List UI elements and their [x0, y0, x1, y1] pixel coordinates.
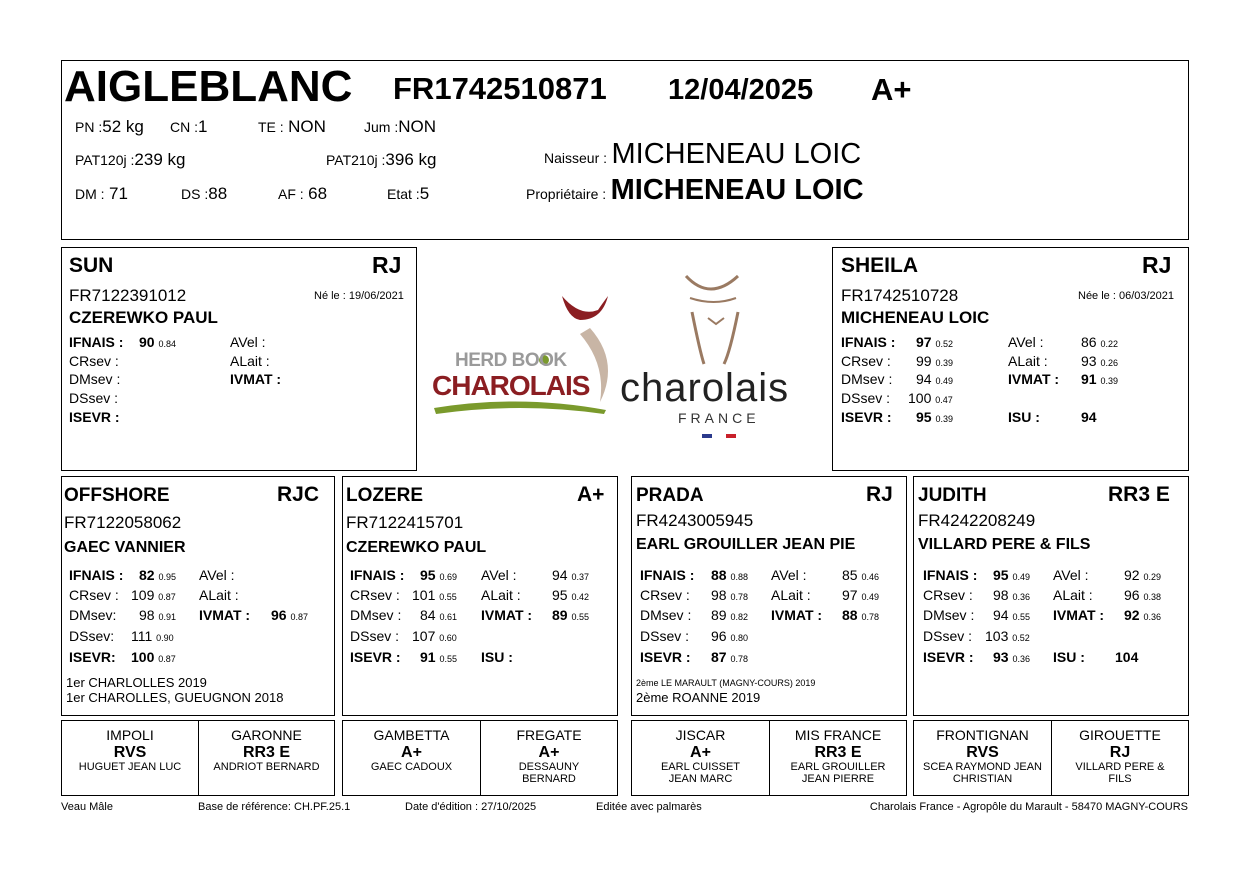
- gp-alait-value: 97 0.49: [842, 587, 879, 603]
- dam-ifnais: IFNAIS :: [841, 334, 896, 350]
- footer-sex: Veau Mâle: [61, 801, 113, 813]
- gp-palmares-2: 2ème ROANNE 2019: [636, 690, 761, 705]
- ggp-name: GARONNE: [231, 727, 302, 743]
- dam-alait: ALait :: [1008, 353, 1048, 369]
- dam-crsev-value: 99 0.39: [916, 353, 953, 369]
- ds-field: DS :88: [181, 184, 228, 203]
- gp-grade: RJC: [277, 483, 320, 506]
- gp-dmsev: DMsev:: [69, 607, 117, 623]
- dam-owner: MICHENEAU LOIC: [841, 308, 990, 327]
- animal-date: 12/04/2025: [668, 74, 814, 106]
- gp-dssev-value: 111 0.90: [131, 628, 174, 644]
- dam-alait-value: 93 0.26: [1081, 353, 1118, 369]
- dm-field: DM : 71: [75, 184, 128, 203]
- ggp-grade: RR3 E: [242, 744, 291, 761]
- ggp-grade: RJ: [1109, 744, 1131, 761]
- gp-isevr-value: 87 0.78: [711, 649, 748, 665]
- ggp-name: GIROUETTE: [1079, 727, 1161, 743]
- gp-name: PRADA: [636, 485, 704, 506]
- dam-ifnais-value: 97 0.52: [916, 334, 953, 350]
- gp-crsev-value: 98 0.78: [711, 587, 748, 603]
- dam-isevr-value: 95 0.39: [916, 409, 953, 425]
- gp-crsev: CRsev :: [923, 587, 973, 603]
- gp-avel: AVel :: [1053, 567, 1089, 583]
- footer-base: Base de référence: CH.PF.25.1: [198, 801, 351, 813]
- sire-crsev: CRsev :: [69, 353, 119, 369]
- sire-ivmat: IVMAT :: [230, 371, 282, 387]
- gp-avel: AVel :: [481, 567, 517, 583]
- dam-dssev: DSsev :: [841, 390, 891, 406]
- gp-isevr-value: 93 0.36: [993, 649, 1030, 665]
- gp-id: FR4242208249: [918, 511, 1036, 530]
- gp-ifnais: IFNAIS :: [640, 567, 695, 583]
- dam-isu: ISU :: [1008, 409, 1040, 425]
- pn-field: PN :52 kg: [75, 117, 144, 136]
- ggp-cell: [500, 727, 598, 785]
- gp-crsev-value: 98 0.36: [993, 587, 1030, 603]
- ggp-grade: RVS: [966, 744, 999, 761]
- gp-ifnais: IFNAIS :: [923, 567, 978, 583]
- ggp-grade: RVS: [113, 744, 147, 761]
- gp-dssev-value: 96 0.80: [711, 628, 748, 644]
- sire-dssev: DSsev :: [69, 390, 119, 406]
- gp-dmsev-value: 89 0.82: [711, 607, 748, 623]
- gp-isevr-value: 91 0.55: [420, 649, 457, 665]
- dam-dmsev: DMsev :: [841, 371, 893, 387]
- ggp-cell: [342, 727, 481, 773]
- ggp-name: FREGATE: [516, 727, 582, 743]
- gp-palmares-2: 1er CHAROLLES, GUEUGNON 2018: [66, 690, 284, 705]
- pat120-field: PAT120j :239 kg: [75, 150, 186, 169]
- animal-id: FR1742510871: [393, 71, 607, 106]
- gp-alait-value: 96 0.38: [1124, 587, 1161, 603]
- pat210-field: PAT210j :396 kg: [326, 150, 437, 169]
- gp-crsev: CRsev :: [350, 587, 400, 603]
- gp-ifnais: IFNAIS :: [69, 567, 124, 583]
- gp-isevr: ISEVR :: [923, 649, 974, 665]
- gp-crsev: CRsev :: [69, 587, 119, 603]
- sire-isevr: ISEVR :: [69, 409, 120, 425]
- gp-avel: AVel :: [771, 567, 807, 583]
- sire-ifnais: IFNAIS : 90 0.84: [69, 334, 177, 350]
- gp-crsev-value: 109 0.87: [131, 587, 176, 603]
- dam-dssev-value: 100 0.47: [908, 390, 953, 406]
- ggp-name: IMPOLI: [106, 727, 154, 743]
- gp-grade: RR3 E: [1108, 483, 1170, 506]
- gp-ivmat-value: 96 0.87: [271, 607, 308, 623]
- gp-ivmat-value: 88 0.78: [842, 607, 879, 623]
- ggp-owner: EARL CUISSET JEAN MARC: [660, 761, 741, 785]
- sire-avel: AVel :: [230, 334, 266, 350]
- gp-crsev: CRsev :: [640, 587, 690, 603]
- ggp-grade: A+: [401, 744, 422, 761]
- dam-isu-value: 94: [1081, 409, 1097, 425]
- gp-dssev: DSsev:: [69, 628, 115, 644]
- sire-id: FR7122391012: [69, 286, 187, 305]
- gp-ivmat: IVMAT :: [199, 607, 251, 623]
- gp-dssev: DSsev :: [923, 628, 973, 644]
- dam-isevr: ISEVR :: [841, 409, 892, 425]
- ggp-cell: [779, 727, 897, 785]
- dam-born: Née le : 06/03/2021: [1078, 290, 1175, 302]
- ggp-grade: RR3 E: [814, 744, 862, 761]
- ggp-owner: DESSAUNY BERNARD: [518, 761, 580, 785]
- ggp-cell: [1066, 727, 1174, 785]
- gp-ifnais-value: 95 0.69: [420, 567, 457, 583]
- sire-name: SUN: [69, 254, 114, 277]
- dam-ivmat-value: 91 0.39: [1081, 371, 1118, 387]
- ggp-name: FRONTIGNAN: [936, 727, 1029, 743]
- animal-name: AIGLEBLANC: [64, 62, 353, 111]
- gp-ifnais-value: 82 0.95: [139, 567, 176, 583]
- gp-owner: CZEREWKO PAUL: [346, 539, 487, 556]
- dam-id: FR1742510728: [841, 286, 959, 305]
- gp-owner: GAEC VANNIER: [64, 539, 186, 556]
- dam-avel-value: 86 0.22: [1081, 334, 1118, 350]
- ggp-cell: [651, 727, 750, 785]
- etat-field: Etat :5: [387, 184, 430, 203]
- gp-dssev-value: 103 0.52: [985, 628, 1030, 644]
- cn-field: CN :1: [170, 117, 208, 136]
- gp-isu: ISU :: [1053, 649, 1085, 665]
- gp-id: FR7122058062: [64, 513, 182, 532]
- france-wordmark: FRANCE: [678, 410, 760, 426]
- herd-book-charolais-label: CHAROLAIS: [432, 370, 590, 401]
- ggp-owner: EARL GROUILLER JEAN PIERRE: [790, 761, 886, 785]
- sire-alait: ALait :: [230, 353, 270, 369]
- gp-alait: ALait :: [771, 587, 811, 603]
- ggp-owner: ANDRIOT BERNARD: [213, 761, 320, 773]
- gp-avel-value: 85 0.46: [842, 567, 879, 583]
- ggp-grade: A+: [538, 744, 560, 761]
- charolais-france-logo: [620, 272, 830, 447]
- ggp-grade: A+: [690, 744, 711, 761]
- gp-grade: A+: [577, 483, 605, 506]
- gp-crsev-value: 101 0.55: [412, 587, 457, 603]
- gp-ivmat: IVMAT :: [1053, 607, 1105, 623]
- ggp-name: GAMBETTA: [373, 727, 450, 743]
- gp-dssev: DSsev :: [350, 628, 400, 644]
- gp-dmsev-value: 84 0.61: [420, 607, 457, 623]
- proprietaire-field: Propriétaire : MICHENEAU LOIC: [526, 174, 864, 206]
- sire-dmsev: DMsev :: [69, 371, 121, 387]
- gp-grade: RJ: [866, 483, 893, 506]
- ggp-cell: [198, 727, 335, 773]
- gp-name: OFFSHORE: [64, 485, 170, 506]
- gp-dssev-value: 107 0.60: [412, 628, 457, 644]
- gp-dmsev: DMsev :: [350, 607, 402, 623]
- gp-alait: ALait :: [1053, 587, 1093, 603]
- gp-isu: ISU :: [481, 649, 513, 665]
- sire-owner: CZEREWKO PAUL: [69, 308, 218, 327]
- gp-dmsev-value: 98 0.91: [139, 607, 176, 623]
- gp-palmares-1: 1er CHARLOLLES 2019: [66, 675, 207, 690]
- gp-ifnais: IFNAIS :: [350, 567, 405, 583]
- gp-dmsev: DMsev :: [923, 607, 975, 623]
- gp-avel: AVel :: [199, 567, 235, 583]
- herd-book-label: HERD BOOK: [455, 350, 567, 371]
- gp-ivmat: IVMAT :: [481, 607, 533, 623]
- gp-id: FR7122415701: [346, 513, 464, 532]
- gp-ivmat-value: 92 0.36: [1124, 607, 1161, 623]
- gp-alait: ALait :: [481, 587, 521, 603]
- footer-edition-date: Date d'édition : 27/10/2025: [405, 801, 537, 813]
- dam-dmsev-value: 94 0.49: [916, 371, 953, 387]
- gp-owner: EARL GROUILLER JEAN PIE: [636, 536, 856, 553]
- jum-field: Jum :NON: [364, 117, 437, 136]
- gp-ifnais-value: 88 0.88: [711, 567, 748, 583]
- animal-grade: A+: [871, 72, 912, 107]
- ggp-owner: SCEA RAYMOND JEAN CHRISTIAN: [923, 761, 1042, 785]
- gp-palmares-1: 2ème LE MARAULT (MAGNY-COURS) 2019: [636, 678, 816, 688]
- dam-avel: AVel :: [1008, 334, 1044, 350]
- gp-isevr-value: 100 0.87: [131, 649, 176, 665]
- herd-book-logo: [430, 292, 620, 417]
- gp-owner: VILLARD PERE & FILS: [918, 536, 1091, 553]
- sire-grade: RJ: [372, 252, 402, 278]
- ggp-owner: VILLARD PERE & FILS: [1075, 761, 1165, 785]
- dam-grade: RJ: [1142, 252, 1172, 278]
- ggp-name: JISCAR: [675, 727, 726, 743]
- ggp-cell: [61, 727, 199, 773]
- ggp-name: MIS FRANCE: [794, 727, 882, 743]
- af-field: AF : 68: [278, 184, 328, 203]
- gp-ifnais-value: 95 0.49: [993, 567, 1030, 583]
- charolais-wordmark: charolais: [620, 366, 790, 410]
- gp-dmsev-value: 94 0.55: [993, 607, 1030, 623]
- dam-name: SHEILA: [841, 254, 919, 277]
- gp-avel-value: 92 0.29: [1124, 567, 1161, 583]
- gp-id: FR4243005945: [636, 511, 754, 530]
- footer-palmares: Editée avec palmarès: [596, 801, 702, 813]
- gp-isu-value: 104: [1115, 649, 1139, 665]
- ggp-cell: [923, 727, 1042, 785]
- gp-avel-value: 94 0.37: [552, 567, 589, 583]
- gp-alait-value: 95 0.42: [552, 587, 589, 603]
- ggp-owner: HUGUET JEAN LUC: [78, 761, 182, 773]
- gp-dmsev: DMsev :: [640, 607, 692, 623]
- gp-alait: ALait :: [199, 587, 239, 603]
- gp-isevr: ISEVR :: [640, 649, 691, 665]
- dam-ivmat: IVMAT :: [1008, 371, 1060, 387]
- footer-address: Charolais France - Agropôle du Marault - 58470 MAGNY-COURS: [869, 801, 1188, 813]
- ggp-owner: GAEC CADOUX: [370, 761, 453, 773]
- naisseur-field: Naisseur : MICHENEAU LOIC: [544, 138, 862, 170]
- gp-name: LOZERE: [346, 485, 424, 506]
- gp-dssev: DSsev :: [640, 628, 690, 644]
- dam-crsev: CRsev :: [841, 353, 891, 369]
- gp-isevr: ISEVR:: [69, 649, 116, 665]
- gp-ivmat-value: 89 0.55: [552, 607, 589, 623]
- gp-ivmat: IVMAT :: [771, 607, 823, 623]
- te-field: TE : NON: [258, 117, 326, 136]
- gp-name: JUDITH: [918, 485, 987, 506]
- gp-isevr: ISEVR :: [350, 649, 401, 665]
- sire-born: Né le : 19/06/2021: [314, 290, 404, 302]
